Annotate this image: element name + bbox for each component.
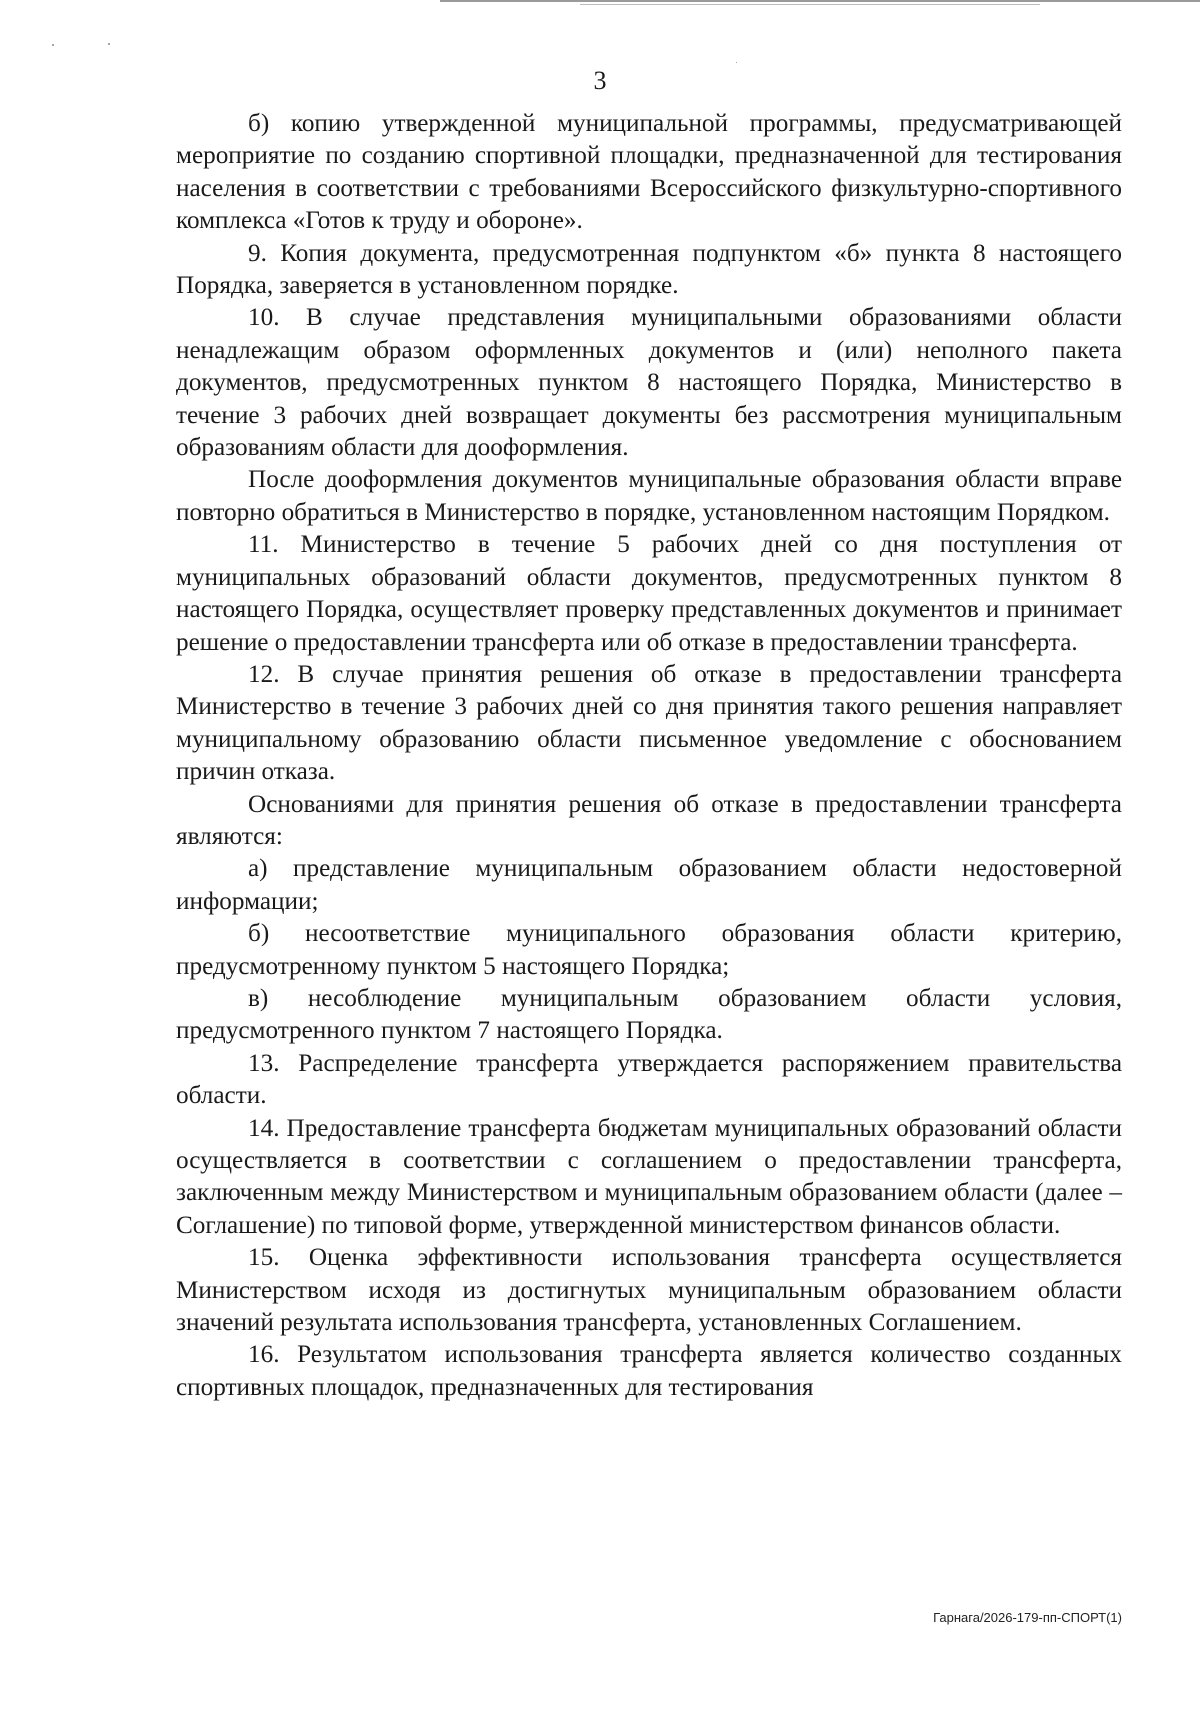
paragraph-9: 9. Копия документа, предусмотренная подпунктом «б» пункта 8 настоящего Порядка, заверяется в установленном порядке. [176,239,1122,300]
paragraph-13: 13. Распределение трансферта утверждается распоряжением правительства области. [176,1049,1122,1110]
paragraph-12: 12. В случае принятия решения об отказе в предоставлении трансферта Министерство в течение 3 рабочих дней со дня принятия такого решения направляет муниципальному образованию области письменное уведомление с обоснованием причин отказа. [176,660,1122,786]
page-number: 3 [593,66,607,95]
paragraph-refusal-grounds: Основаниями для принятия решения об отказе в предоставлении трансферта являются: [176,790,1122,850]
paragraph-refusal-v: в) несоблюдение муниципальным образованием области условия, предусмотренного пунктом 7 настоящего Порядка. [176,984,1122,1045]
paragraph-10: 10. В случае представления муниципальными образованиями области ненадлежащим образом оформленных документов и (или) неполного пакета документов, предусмотренных пунктом 8 настоящего Порядка, Министерство в течение 3 рабочих дней возвращает документы без рассмотрения муниципальным образованиям области для дооформления. [176,304,1122,462]
document-code-footer: Гарнага/2026-179-пп-СПОРТ(1) [933,1610,1122,1625]
scan-speck [736,62,737,63]
paragraph-11: 11. Министерство в течение 5 рабочих дней со дня поступления от муниципальных образований области документов, предусмотренных пунктом 8 настоящего Порядка, осуществляет проверку представленных документов и принимает решение о предоставлении трансферта или об отказе в предоставлении трансферта. [176,531,1122,656]
scan-edge-line-secondary [580,4,1040,5]
paragraph-16: 16. Результатом использования трансферта является количество созданных спортивных площадок, предназначенных для тестирования [176,1341,1122,1401]
paragraph-8b: б) копию утвержденной муниципальной программы, предусматривающей мероприятие по созданию спортивной площадки, предназначенной для тестирования населения в соответствии с требованиями Всероссийского физкультурно-спортивного комплекса «Готов к труду и обороне». [176,110,1122,235]
scan-speck [108,43,110,45]
paragraph-refusal-a: а) представление муниципальным образованием области недостоверной информации; [176,855,1122,915]
paragraph-10-continuation: После дооформления документов муниципальные образования области вправе повторно обратиться в Министерство в порядке, установленном настоящим Порядком. [176,466,1122,526]
scan-edge-line [440,0,1200,2]
paragraph-refusal-b: б) несоответствие муниципального образования области критерию, предусмотренному пунктом 5 настоящего Порядка; [176,920,1122,980]
scan-speck [52,44,54,46]
document-body [176,108,1122,1404]
paragraph-14: 14. Предоставление трансферта бюджетам муниципальных образований области осуществляется в соответствии с соглашением о предоставлении трансферта, заключенным между Министерством и муниципальным образованием области (далее – Соглашение) по типовой форме, утвержденной министерством финансов области. [176,1114,1122,1239]
paragraph-15: 15. Оценка эффективности использования трансферта осуществляется Министерством исходя из достигнутых муниципальным образованием области значений результата использования трансферта, установленных Соглашением. [176,1244,1122,1337]
